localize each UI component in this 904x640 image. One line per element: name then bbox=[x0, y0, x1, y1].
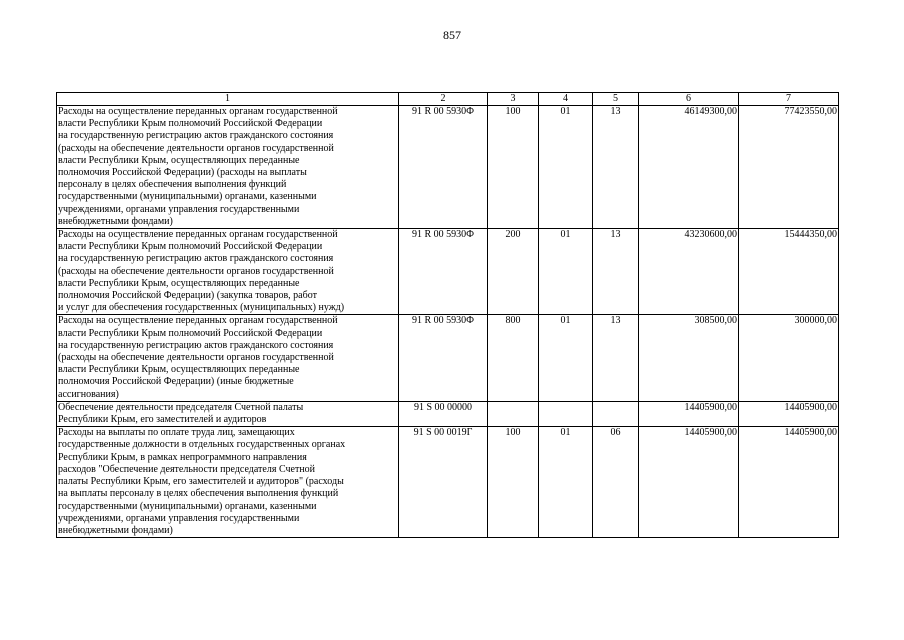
table-row bbox=[57, 106, 839, 229]
row-target-code: 91 R 00 5930Ф bbox=[399, 229, 488, 315]
row-target-code: 91 S 00 00000 bbox=[399, 401, 488, 426]
row-subsection bbox=[593, 401, 639, 426]
column-header-4: 4 bbox=[539, 93, 593, 106]
row-amount-col6: 14405900,00 bbox=[639, 427, 739, 538]
row-section: 01 bbox=[539, 229, 593, 315]
row-description: Расходы на осуществление переданных органам государственной власти Республики Крым полномочий Российской Федерации на государственную регистрацию актов гражданского состояния (расходы на обеспечение деятельности органов государственной власти Республики Крым, осуществляющих переданные полномочия Российской Федерации) (расходы на выплаты персоналу в целях обеспечения выполнения функций государственными (муниципальными) органами, казенными учреждениями, органами управления государственными внебюджетными фондами) bbox=[57, 106, 399, 229]
row-amount-col6: 14405900,00 bbox=[639, 401, 739, 426]
row-target-code: 91 S 00 0019Г bbox=[399, 427, 488, 538]
row-description: Расходы на выплаты по оплате труда лиц, замещающих государственные должности в отдельных государственных органах Республики Крым, в рамках непрограммного направления расходов "Обеспечение деятельности председателя Счетной палаты Республики Крым, его заместителей и аудиторов" (расходы на выплаты персоналу в целях обеспечения выполнения функций государственными (муниципальными) органами, казенными учреждениями, органами управления государственными внебюджетными фондами) bbox=[57, 427, 399, 538]
row-target-code: 91 R 00 5930Ф bbox=[399, 106, 488, 229]
budget-table bbox=[56, 92, 839, 538]
row-amount-col7: 300000,00 bbox=[739, 315, 839, 401]
row-expense-type bbox=[488, 401, 539, 426]
column-header-6: 6 bbox=[639, 93, 739, 106]
row-section: 01 bbox=[539, 427, 593, 538]
row-subsection: 13 bbox=[593, 106, 639, 229]
row-description: Расходы на осуществление переданных органам государственной власти Республики Крым полномочий Российской Федерации на государственную регистрацию актов гражданского состояния (расходы на обеспечение деятельности органов государственной власти Республики Крым, осуществляющих переданные полномочия Российской Федерации) (иные бюджетные ассигнования) bbox=[57, 315, 399, 401]
table-row bbox=[57, 315, 839, 401]
row-section: 01 bbox=[539, 315, 593, 401]
page-number: 857 bbox=[443, 28, 461, 42]
column-header-3: 3 bbox=[488, 93, 539, 106]
column-header-2: 2 bbox=[399, 93, 488, 106]
column-header-5: 5 bbox=[593, 93, 639, 106]
row-amount-col7: 14405900,00 bbox=[739, 427, 839, 538]
row-amount-col7: 14405900,00 bbox=[739, 401, 839, 426]
row-amount-col6: 43230600,00 bbox=[639, 229, 739, 315]
row-section: 01 bbox=[539, 106, 593, 229]
row-expense-type: 100 bbox=[488, 427, 539, 538]
table-row bbox=[57, 229, 839, 315]
row-amount-col6: 308500,00 bbox=[639, 315, 739, 401]
table-row bbox=[57, 427, 839, 538]
row-expense-type: 100 bbox=[488, 106, 539, 229]
row-subsection: 13 bbox=[593, 315, 639, 401]
row-amount-col6: 46149300,00 bbox=[639, 106, 739, 229]
row-target-code: 91 R 00 5930Ф bbox=[399, 315, 488, 401]
row-description: Расходы на осуществление переданных органам государственной власти Республики Крым полномочий Российской Федерации на государственную регистрацию актов гражданского состояния (расходы на обеспечение деятельности органов государственной власти Республики Крым, осуществляющих переданные полномочия Российской Федерации) (закупка товаров, работ и услуг для обеспечения государственных (муниципальных) нужд) bbox=[57, 229, 399, 315]
table-row bbox=[57, 401, 839, 426]
row-section bbox=[539, 401, 593, 426]
row-expense-type: 800 bbox=[488, 315, 539, 401]
column-header-7: 7 bbox=[739, 93, 839, 106]
row-expense-type: 200 bbox=[488, 229, 539, 315]
row-description: Обеспечение деятельности председателя Счетной палаты Республики Крым, его заместителей и аудиторов bbox=[57, 401, 399, 426]
table-header-row bbox=[57, 93, 839, 106]
row-amount-col7: 15444350,00 bbox=[739, 229, 839, 315]
column-header-1: 1 bbox=[57, 93, 399, 106]
row-amount-col7: 77423550,00 bbox=[739, 106, 839, 229]
row-subsection: 13 bbox=[593, 229, 639, 315]
row-subsection: 06 bbox=[593, 427, 639, 538]
